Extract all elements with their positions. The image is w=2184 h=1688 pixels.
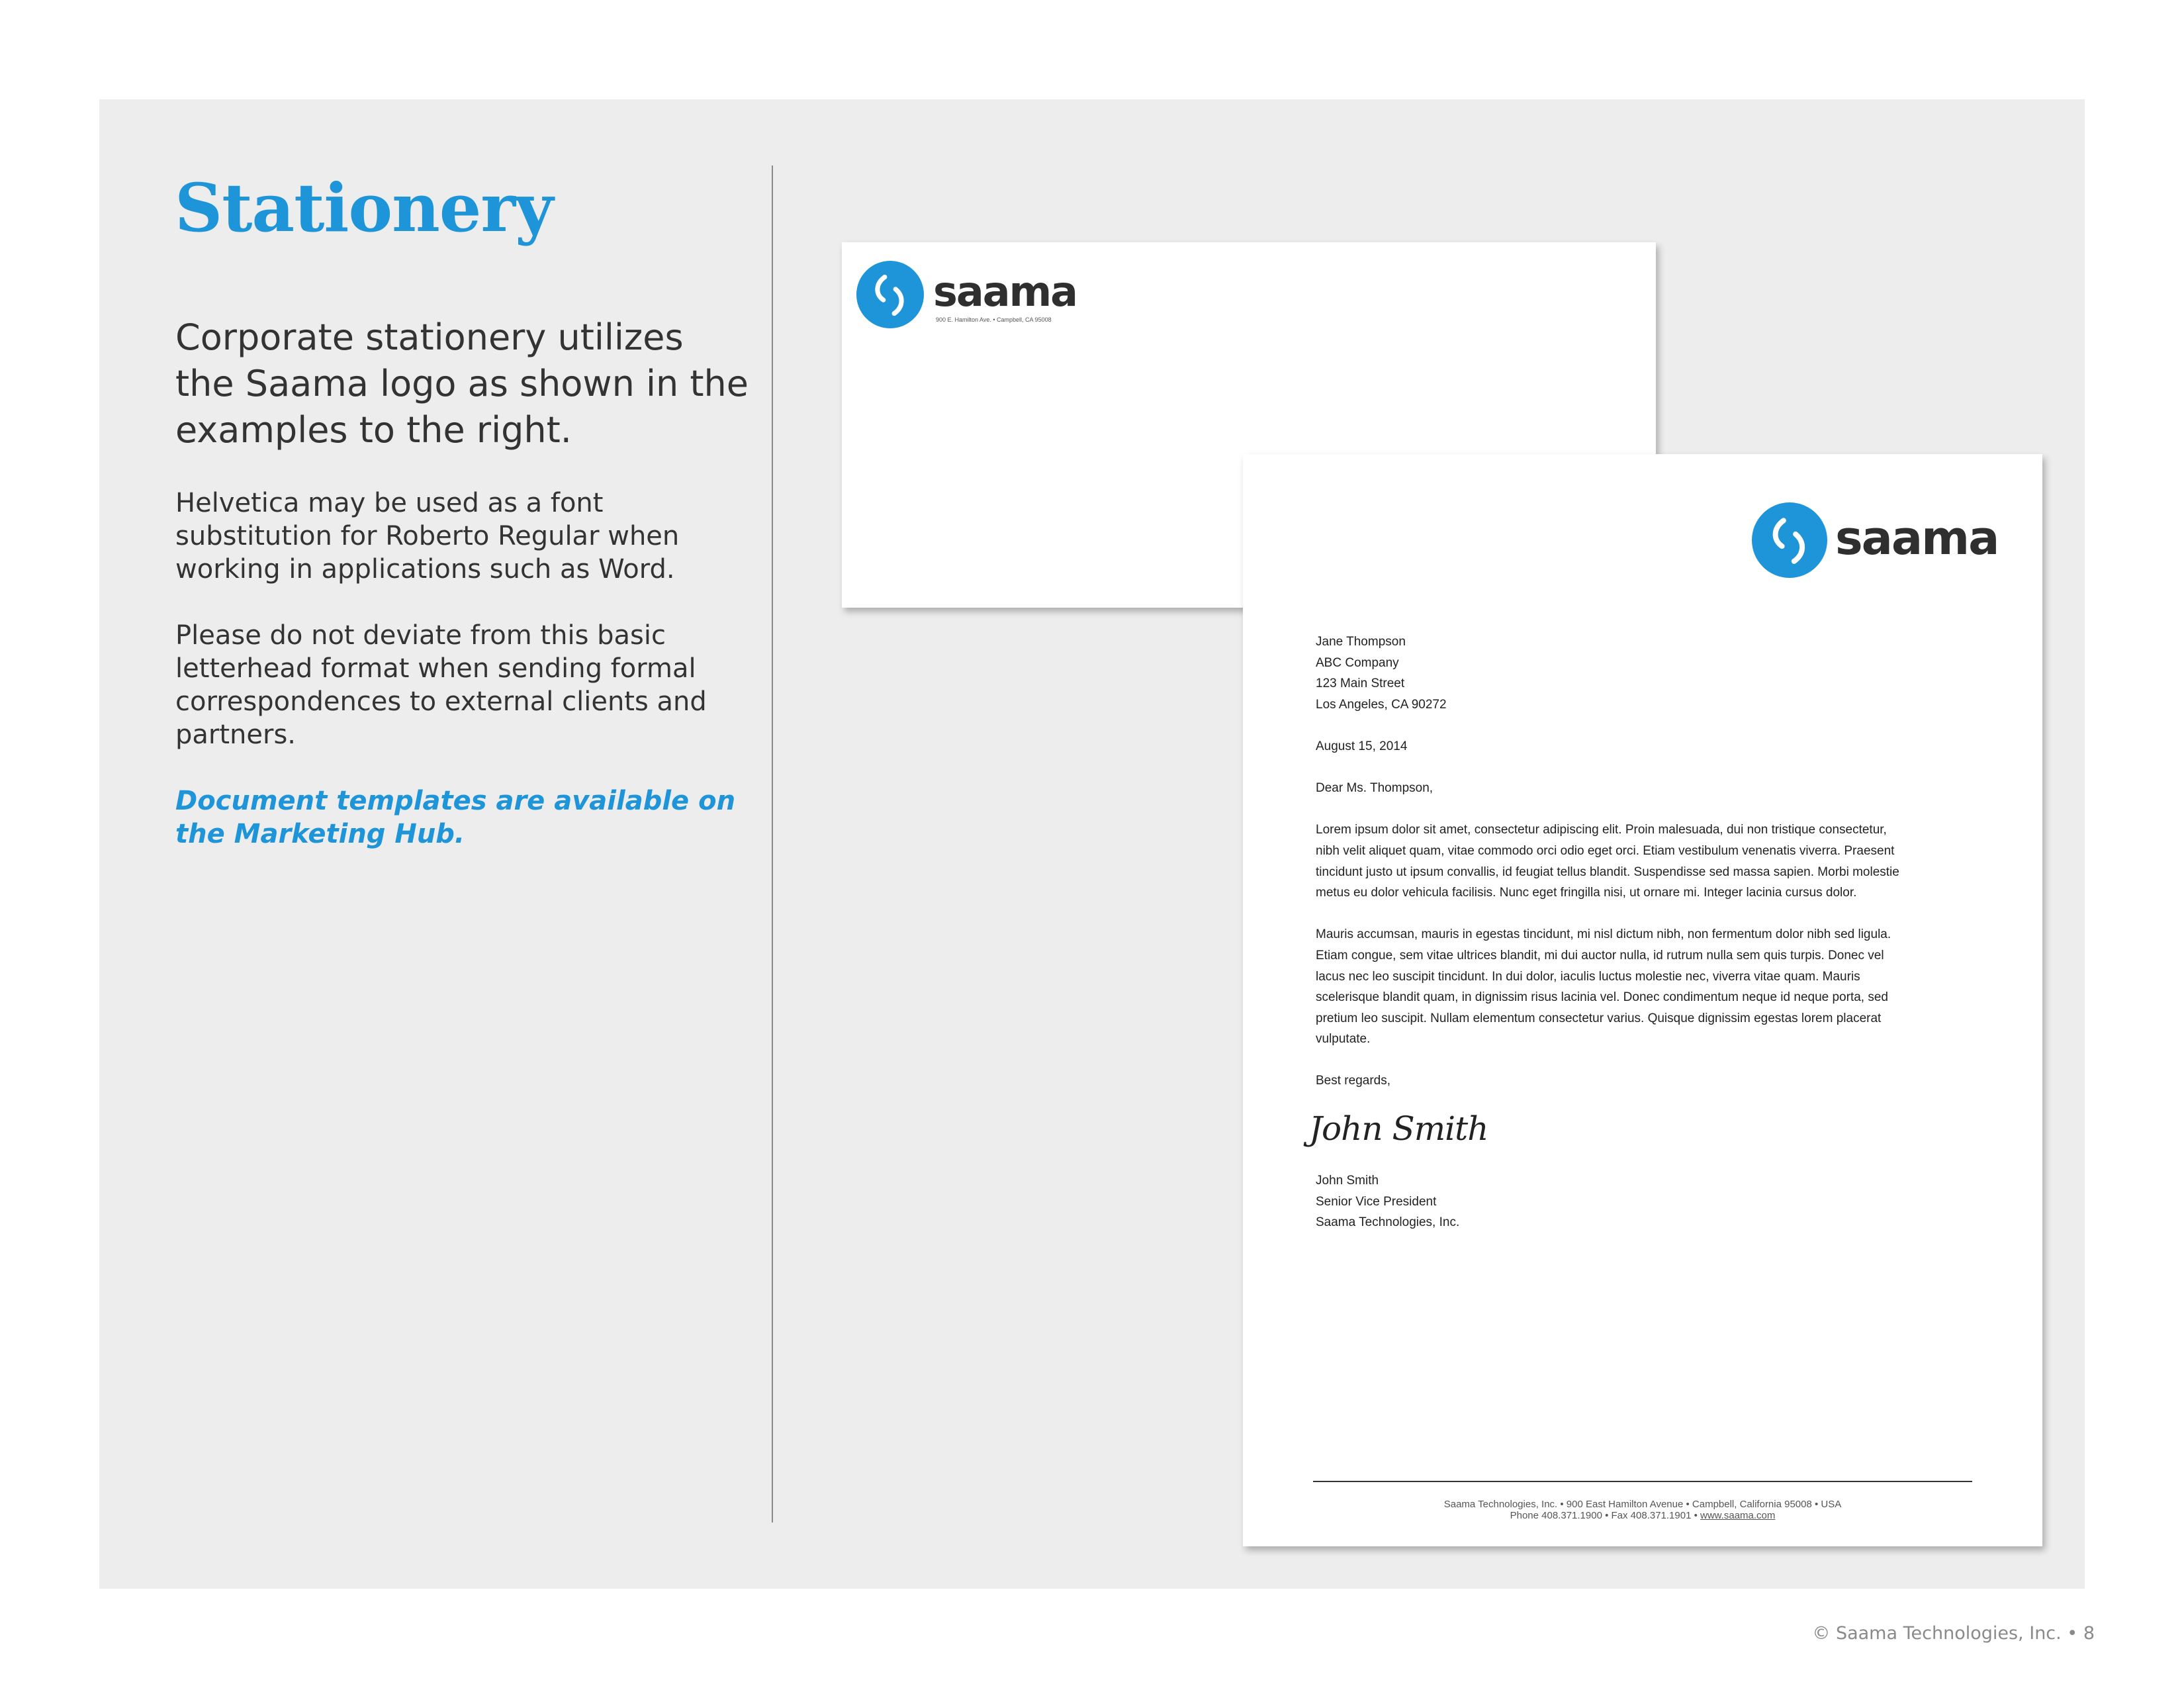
- signer-line: Senior Vice President: [1316, 1194, 1437, 1209]
- saama-swirl-icon: [1752, 502, 1827, 578]
- paragraph-line: nibh velit aliquet quam, vitae commodo orci odio eget orci. Etiam vestibulum venenatis viverra. Praesent: [1316, 843, 1895, 858]
- templates-note: Document templates are available on the Marketing Hub.: [175, 786, 736, 849]
- letterhead-example: [1243, 454, 2042, 1546]
- font-note: Helvetica may be used as a font substitution for Roberto Regular when working in applications such as Word.: [175, 488, 680, 585]
- paragraph-line: lacus nec leo suscipit tincidunt. In dui dolor, iaculis luctus molestie nec, viverra vitae quam. Mauris: [1316, 969, 1860, 984]
- saama-wordmark: saama: [1835, 511, 1999, 565]
- handwritten-signature: John Smith: [1309, 1109, 1488, 1148]
- recipient-line: ABC Company: [1316, 655, 1399, 670]
- letter-date: August 15, 2014: [1316, 739, 1408, 753]
- footer-contact: [1313, 1510, 1972, 1521]
- intro-text: Corporate stationery utilizes the Saama logo as shown in the examples to the right.: [175, 316, 749, 451]
- format-note: Please do not deviate from this basic letterhead format when sending formal correspondences to external clients and partners.: [175, 620, 707, 750]
- footer-phone-fax: Phone 408.371.1900 • Fax 408.371.1901 •: [1510, 1510, 1701, 1521]
- signer-block: [1316, 1170, 1459, 1233]
- letter-footer: [1313, 1499, 1972, 1521]
- paragraph-line: Mauris accumsan, mauris in egestas tincidunt, mi nisl dictum nibh, non fermentum dolor nibh sed ligula.: [1316, 927, 1891, 942]
- vertical-divider: [772, 165, 773, 1523]
- page-title: Stationery: [175, 169, 553, 247]
- signer-line: John Smith: [1316, 1174, 1379, 1188]
- letter-body: [1316, 632, 1971, 1092]
- paragraph-line: pretium leo suscipit. Nullam elementum consectetur varius. Quisque dignissim egestas lorem placerat: [1316, 1011, 1882, 1025]
- signer-line: Saama Technologies, Inc.: [1316, 1215, 1460, 1230]
- page-footer: © Saama Technologies, Inc. • 8: [1812, 1623, 2095, 1644]
- envelope-return-address: 900 E. Hamilton Ave. • Campbell, CA 95008: [936, 316, 1052, 323]
- recipient-line: 123 Main Street: [1316, 677, 1405, 691]
- saama-wordmark: saama: [933, 267, 1077, 316]
- paragraph-line: tincidunt justo ut ipsum convallis, id feugiat tellus blandit. Suspendisse sed massa sapien. Morbi molestie: [1316, 865, 1899, 879]
- paragraph-line: vulputate.: [1316, 1032, 1371, 1047]
- recipient-line: Los Angeles, CA 90272: [1316, 697, 1447, 712]
- footer-address: Saama Technologies, Inc. • 900 East Hamilton Avenue • Campbell, California 95008 • USA: [1443, 1499, 1842, 1510]
- paragraph-line: Lorem ipsum dolor sit amet, consectetur adipiscing elit. Proin malesuada, dui non tristique consectetur,: [1316, 823, 1887, 837]
- saama-swirl-icon: [856, 261, 924, 328]
- paragraph-line: Etiam congue, sem vitae ultrices blandit, mi dui auctor nulla, id rutrum nulla sem quis turpis. Donec vel: [1316, 948, 1884, 962]
- paragraph-line: scelerisque blandit quam, in dignissim risus lacinia vel. Donec condimentum neque id neque porta, sed: [1316, 990, 1888, 1005]
- recipient-line: Jane Thompson: [1316, 635, 1406, 649]
- footer-rule: [1313, 1481, 1972, 1482]
- letter-salutation: Dear Ms. Thompson,: [1316, 781, 1433, 796]
- footer-website-link[interactable]: www.saama.com: [1700, 1510, 1776, 1521]
- letter-closing: Best regards,: [1316, 1074, 1390, 1088]
- paragraph-line: metus eu dolor vehicula facilisis. Nunc eget fringilla nisi, ut ornare mi. Integer lacinia cursus dolor.: [1316, 886, 1857, 900]
